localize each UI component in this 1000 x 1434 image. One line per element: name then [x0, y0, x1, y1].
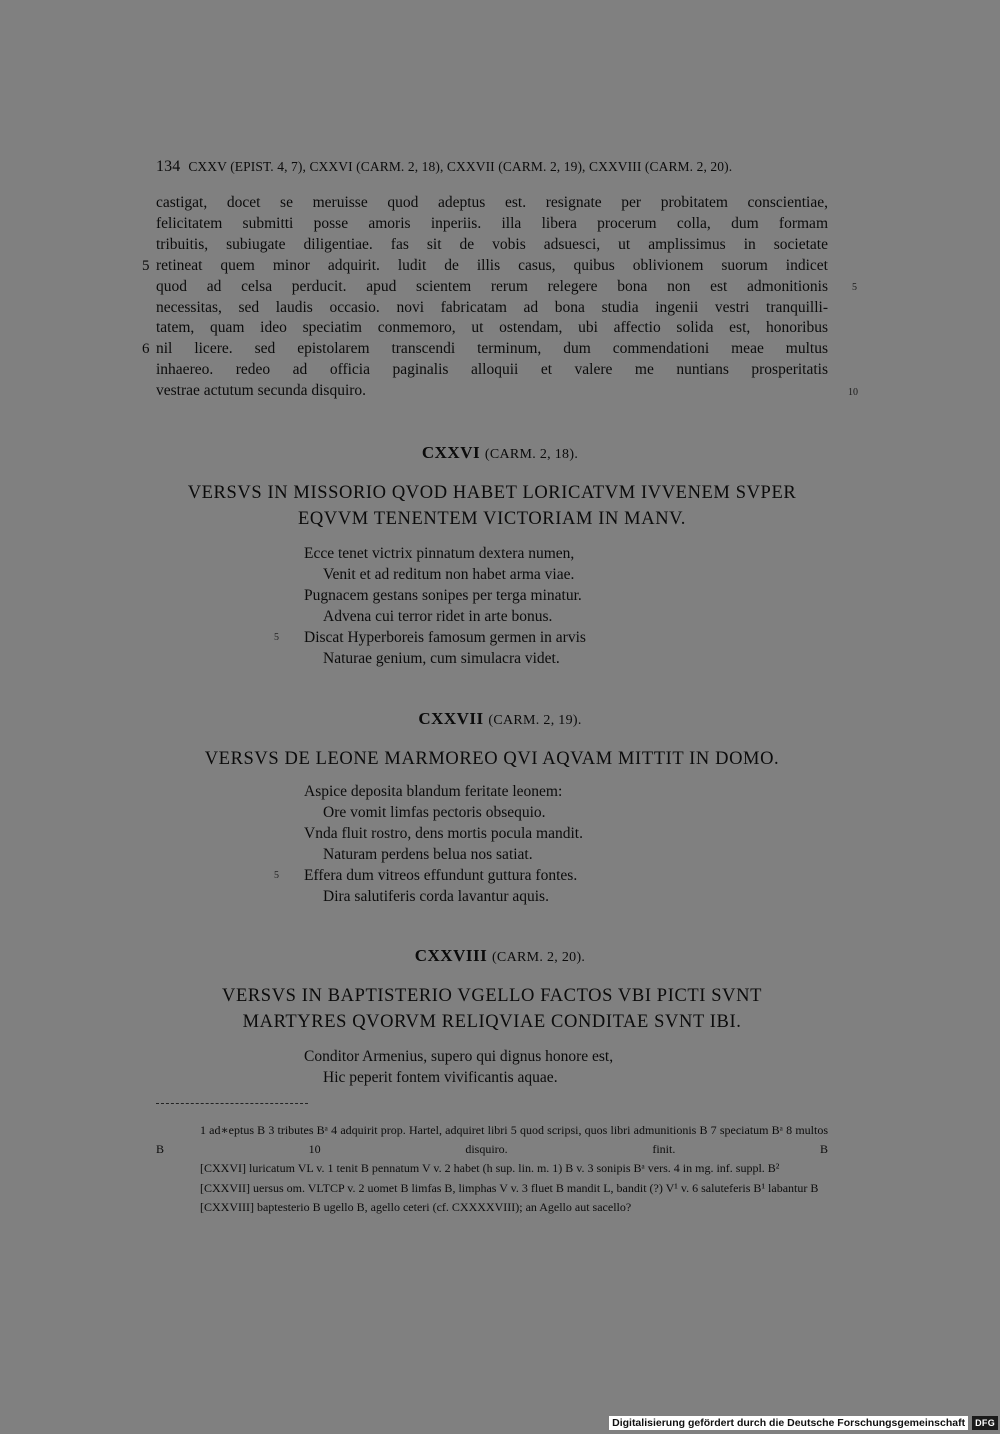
apparatus-entry: [CXXVI] luricatum VL v. 1 tenit B pennatum V v. 2 habet (h sup. lin. m. 1) B v. 3 sonipis Bᵃ vers. 4 in mg. inf. suppl. B²	[200, 1161, 780, 1176]
apparatus-entry: 1 ad∗eptus B 3 tributes Bᵃ 4 adquirit prop. Hartel, adquiret libri 5 quod scripsi, quos libri admunitionis B 7 speciatum Bᵃ 8 multos B 10 disquiro. finit. B	[156, 1123, 828, 1157]
critical-apparatus	[156, 1121, 828, 1217]
prose-line: vestrae actutum secunda disquiro.	[156, 382, 367, 400]
poem-verses	[274, 543, 744, 669]
poem-title	[156, 983, 828, 1035]
section-source: (CARM. 2, 20).	[491, 950, 586, 965]
verse-line: Naturae genium, cum simulacra videt.	[323, 650, 560, 667]
dfg-logo: DFG	[972, 1416, 998, 1430]
poem-title-line: VERSVS DE LEONE MARMOREO QVI AQVAM MITTIT IN DOMO.	[204, 749, 780, 769]
poem-verses	[304, 1046, 744, 1088]
verse-line: Naturam perdens belua nos satiat.	[323, 846, 533, 863]
verse-line-5	[274, 865, 744, 886]
prose-line: inhaereo. redeo ad officia paginalis alloquii et valere me nuntians prosperitatis	[156, 361, 828, 379]
poem-title	[156, 480, 828, 532]
verse-number: 5	[274, 632, 279, 643]
prose-line-6	[142, 339, 828, 360]
section-number: CXXVII	[418, 709, 484, 728]
running-head-text: CXXV (EPIST. 4, 7), CXXVI (CARM. 2, 18), CXXVII (CARM. 2, 19), CXXVIII (CARM. 2, 20).	[188, 159, 733, 174]
verse-line: Ore vomit limfas pectoris obsequio.	[323, 804, 546, 821]
section-heading	[0, 946, 1000, 966]
poem-title	[156, 746, 828, 772]
verse-line: Vnda fluit rostro, dens mortis pocula mandit.	[304, 825, 583, 842]
section-number: CXXVI	[421, 443, 481, 462]
verse-line: Dira salutiferis corda lavantur aquis.	[323, 888, 549, 905]
prose-block	[142, 193, 828, 402]
prose-line-text: retineat quem minor adquirit. ludit de illis casus, quibus oblivionem suorum indicet	[156, 256, 828, 274]
prose-line: tribuitis, subiugate diligentiae. fas sit de vobis adsuesci, ut amplissimus in societate	[156, 235, 828, 253]
margin-line-number: 10	[848, 387, 858, 398]
section-source: (CARM. 2, 18).	[484, 447, 579, 462]
verse-line: Hic peperit fontem vivificantis aquae.	[323, 1069, 558, 1086]
apparatus-entry: [CXXVIII] baptesterio B ugello B, agello ceteri (cf. CXXXXVIII); an Agello aut sacello?	[200, 1199, 632, 1214]
prose-line: tatem, quam ideo speciatim conmemoro, ut ostendam, ubi affectio solida est, honoribus	[156, 319, 828, 337]
section-number: CXXVIII	[414, 946, 488, 965]
poem-title-line: EQVVM TENENTEM VICTORIAM IN MANV.	[298, 509, 686, 529]
verse-line: Pugnacem gestans sonipes per terga minatur.	[304, 587, 582, 604]
verse-line-5	[274, 627, 744, 648]
running-head	[156, 158, 846, 176]
section-heading	[0, 709, 1000, 729]
verse-line: Ecce tenet victrix pinnatum dextera numen,	[304, 545, 575, 562]
verse-line: Conditor Armenius, supero qui dignus honore est,	[304, 1048, 614, 1065]
verse-line-text: Discat Hyperboreis famosum germen in arvis	[304, 629, 586, 646]
verse-line-text: Effera dum vitreos effundunt guttura fontes.	[304, 867, 578, 884]
verse-number: 5	[274, 870, 279, 881]
poem-title-line: VERSVS IN BAPTISTERIO VGELLO FACTOS VBI PICTI SVNT	[222, 986, 762, 1006]
poem-title-line: MARTYRES QVORVM RELIQVIAE CONDITAE SVNT IBI.	[242, 1012, 742, 1032]
verse-line: Advena cui terror ridet in arte bonus.	[323, 608, 553, 625]
prose-line: necessitas, sed laudis occasio. novi fabricatam ad bona studia ingenii vestri tranquilli-	[156, 298, 828, 316]
prose-line: felicitatem submitti posse amoris inperiis. illa libera procerum colla, dum formam	[156, 214, 828, 232]
prose-line: quod ad celsa perducit. apud scientem rerum relegere bona non est admonitionis	[156, 277, 828, 295]
prose-line-5	[142, 256, 828, 277]
line-number: 6	[142, 341, 150, 358]
section-heading	[0, 443, 1000, 463]
prose-line-text: nil licere. sed epistolarem transcendi terminum, dum commendationi meae multus	[156, 340, 828, 358]
digitization-credit	[608, 1416, 998, 1430]
verse-line: Aspice deposita blandum feritate leonem:	[304, 783, 563, 800]
line-number: 5	[142, 257, 150, 274]
page-number: 134	[156, 158, 181, 175]
apparatus-entry: [CXXVII] uersus om. VLTCP v. 2 uomet B limfas B, limphas V v. 3 fluet B mandit L, bandit (?) V¹ v. 6 saluteferis B¹ labantur B	[200, 1180, 819, 1195]
poem-verses	[274, 781, 744, 907]
poem-title-line: VERSVS IN MISSORIO QVOD HABET LORICATVM IVVENEM SVPER	[187, 483, 797, 503]
section-source: (CARM. 2, 19).	[488, 713, 582, 728]
verse-line: Venit et ad reditum non habet arma viae.	[323, 566, 575, 583]
prose-line: castigat, docet se meruisse quod adeptus est. resignate per probitatem conscientiae,	[156, 194, 828, 211]
margin-line-number: 5	[852, 282, 857, 293]
credit-text: Digitalisierung gefördert durch die Deutsche Forschungsgemeinschaft	[609, 1416, 968, 1430]
footnote-rule	[156, 1103, 308, 1104]
